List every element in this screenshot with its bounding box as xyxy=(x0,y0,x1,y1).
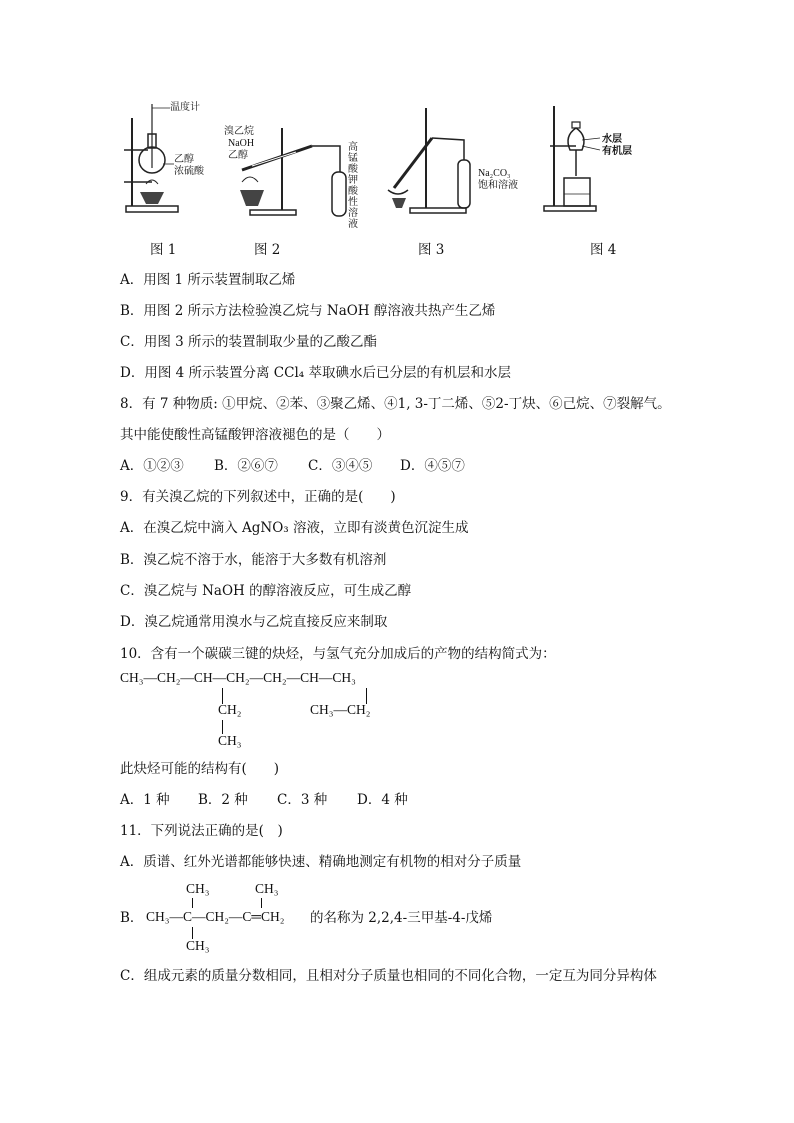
q11-b-chain: CH₃—C—CH₂—C═CH₂ xyxy=(146,909,285,924)
q8-option-d: D．④⑤⑦ xyxy=(400,458,465,474)
figure-4-caption: 图 4 xyxy=(590,242,617,258)
q11-stem: 11．下列说法正确的是( ) xyxy=(120,823,283,839)
q10-option-b: B．2 种 xyxy=(198,792,248,808)
figure-3 xyxy=(380,98,518,222)
q11-option-a: A．质谱、红外光谱都能够快速、精确地测定有机物的相对分子质量 xyxy=(120,854,522,870)
q10-branch1-ch2: CH₂ xyxy=(218,702,242,717)
fig1-reagent-label-1: 乙醇 xyxy=(174,154,194,165)
q10-option-c: C．3 种 xyxy=(277,792,328,808)
q11-option-c: C．组成元素的质量分数相同，且相对分子质量也相同的不同化合物，一定互为同分异构体 xyxy=(120,968,657,984)
fig4-organic-layer-label: 有机层 xyxy=(602,146,632,157)
q11-b-bond-top-1 xyxy=(192,898,193,908)
q8-option-b: B．②⑥⑦ xyxy=(214,458,278,474)
q7-option-d: D．用图 4 所示装置分离 CCl₄ 萃取碘水后已分层的有机层和水层 xyxy=(120,365,511,381)
fig3-reagent-label-1: Na₂CO₃ xyxy=(478,168,511,179)
q7-option-a: A．用图 1 所示装置制取乙烯 xyxy=(120,272,296,288)
q9-option-c: C．溴乙烷与 NaOH 的醇溶液反应，可生成乙醇 xyxy=(120,583,412,599)
fig1-reagent-label-2: 浓硫酸 xyxy=(174,166,204,177)
figure-2 xyxy=(222,98,362,230)
figure-4 xyxy=(540,98,650,222)
fig1-thermometer-label: 温度计 xyxy=(170,102,200,113)
q11-option-b-prefix: B． xyxy=(120,910,144,926)
q7-option-b: B．用图 2 所示方法检验溴乙烷与 NaOH 醇溶液共热产生乙烯 xyxy=(120,303,496,319)
q10-branch2: CH₃—CH₂ xyxy=(310,702,371,717)
ester-apparatus-drawing xyxy=(380,98,510,222)
figure-1 xyxy=(118,98,228,222)
q10-stem: 10．含有一个碳碳三键的炔烃，与氢气充分加成后的产物的结构简式为： xyxy=(120,646,556,662)
q11-b-top-ch3-2: CH₃ xyxy=(255,881,279,896)
q7-option-c: C．用图 3 所示的装置制取少量的乙酸乙酯 xyxy=(120,334,378,350)
distillation-apparatus-drawing xyxy=(118,98,228,222)
q11-b-top-ch3-1: CH₃ xyxy=(186,881,210,896)
fig2-tube-label: 高锰酸钾酸性溶液 xyxy=(348,142,358,230)
q10-option-a: A．1 种 xyxy=(120,792,170,808)
q9-option-a: A．在溴乙烷中滴入 AgNO₃ 溶液，立即有淡黄色沉淀生成 xyxy=(120,520,469,536)
figure-1-caption: 图 1 xyxy=(150,242,177,258)
q11-option-b-suffix: 的名称为 2,2,4-三甲基-4-戊烯 xyxy=(310,910,493,926)
q10-main-chain: CH₃—CH₂—CH—CH₂—CH₂—CH—CH₃ xyxy=(120,670,356,685)
q8-stem-2: 其中能使酸性高锰酸钾溶液褪色的是（ ） xyxy=(120,427,390,443)
fig2-reagent-label-1: 溴乙烷 xyxy=(224,126,254,137)
q10-bond-2 xyxy=(222,720,223,734)
figure-2-caption: 图 2 xyxy=(254,242,281,258)
q8-option-c: C．③④⑤ xyxy=(308,458,373,474)
q8-stem-1: 8．有 7 种物质: ①甲烷、②苯、③聚乙烯、④1, 3-丁二烯、⑤2-丁炔、⑥己烷、⑦裂解气。 xyxy=(120,396,671,412)
fig2-reagent-label-2: NaOH xyxy=(228,138,255,149)
separatory-funnel-drawing xyxy=(540,98,650,222)
q9-option-b: B．溴乙烷不溶于水，能溶于大多数有机溶剂 xyxy=(120,552,387,568)
fig2-reagent-label-3: 乙醇 xyxy=(228,150,248,161)
q8-option-a: A．①②③ xyxy=(120,458,184,474)
q9-option-d: D．溴乙烷通常用溴水与乙烷直接反应来制取 xyxy=(120,614,388,630)
fig4-water-layer-label: 水层 xyxy=(602,134,622,145)
q10-question: 此炔烃可能的结构有( ) xyxy=(120,761,280,777)
q10-branch1-ch3: CH₃ xyxy=(218,733,242,748)
figure-3-caption: 图 3 xyxy=(418,242,445,258)
fig3-reagent-label-2: 饱和溶液 xyxy=(478,180,518,191)
q9-stem: 9．有关溴乙烷的下列叙述中，正确的是( ) xyxy=(120,489,396,505)
q11-b-bond-top-2 xyxy=(261,898,262,908)
q11-b-bottom-ch3: CH₃ xyxy=(186,938,210,953)
q10-option-d: D．4 种 xyxy=(357,792,408,808)
